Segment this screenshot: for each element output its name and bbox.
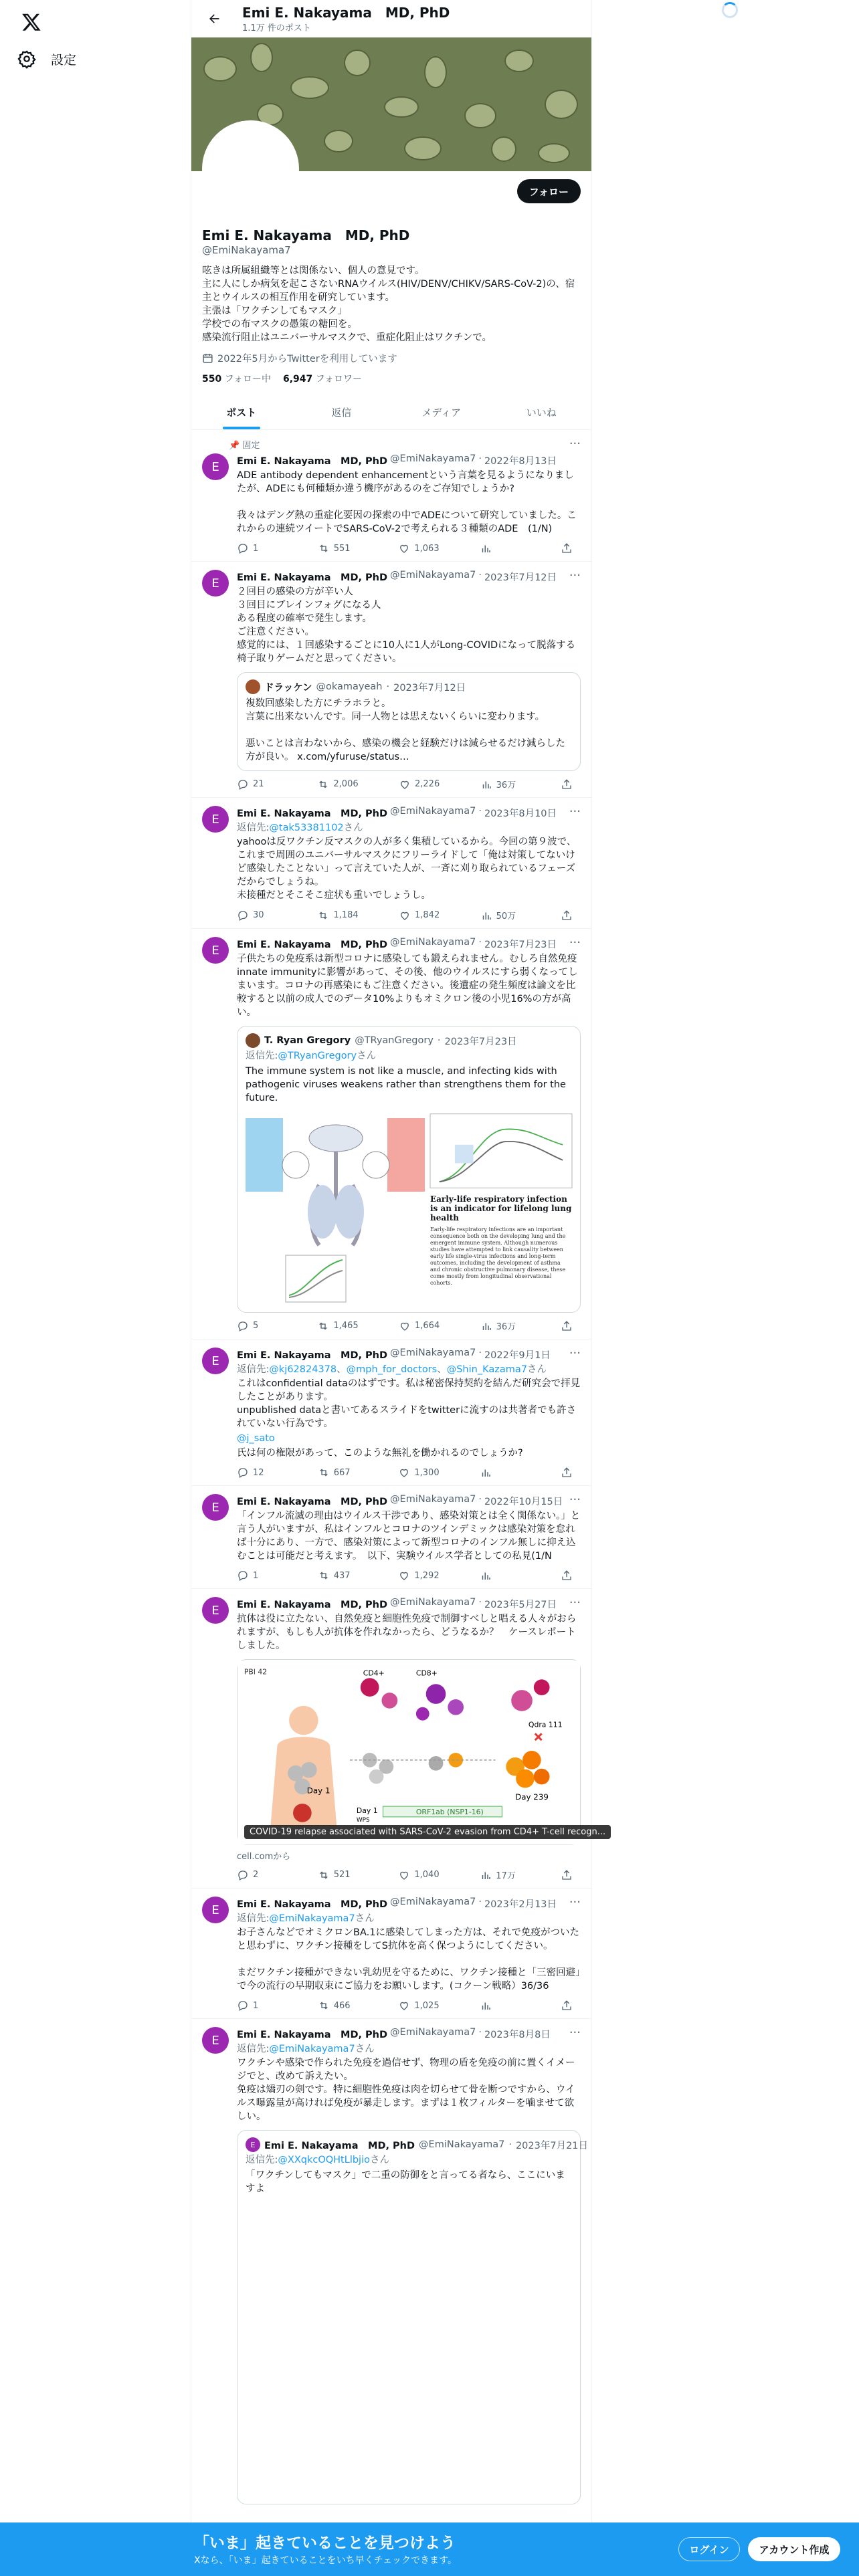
signup-banner-subtitle: Xなら、「いま」起きていることをいち早くチェックできます。 (194, 2555, 458, 2566)
post[interactable]: ··· E Emi E. Nakayama MD, PhD @EmiNakayama7 · 2022年10月15日 「インフル流滅の理由はウイルス干渉であり、感染対策とは全く関係ない。」と言う人がいますが、私はインフルとコロナのツインデミックは感染対策を怠れば十分にあり、一方で、感染対策によって新型コロナのインフル無しに抑え込むことは可能だと考えます。 以下、実験ウイルス学者としての私見(1/N 1 437 1,292 (191, 1486, 591, 1589)
author-name[interactable]: Emi E. Nakayama MD, PhD (237, 1600, 388, 1610)
fig-label-day1b: Day 1 (356, 1806, 378, 1815)
followers-link[interactable] (283, 372, 362, 385)
reply-to-link[interactable]: @tak53381102 (269, 823, 344, 833)
reply-prefix: 返信先: (237, 1913, 270, 1924)
reply-icon (237, 1570, 249, 1582)
tab-replies[interactable]: 返信 (331, 406, 352, 419)
more-icon[interactable]: ··· (569, 1493, 581, 1507)
figure-title: Early-life respiratory infection is an indicator for lifelong lung health (430, 1194, 572, 1222)
fig-label-qt: Qdra 111 (528, 1720, 563, 1729)
view-count: 50万 (496, 911, 516, 922)
repost-button[interactable] (317, 909, 358, 922)
repost-button[interactable] (318, 1467, 358, 1479)
joined-text: 2022年5月からTwitterを利用しています (217, 354, 397, 364)
pinned-label: 固定 (242, 441, 260, 451)
reply-suffix: さん (357, 1051, 377, 1061)
views-button[interactable] (480, 909, 520, 922)
repost-icon (318, 1467, 330, 1479)
reply-button[interactable] (237, 2000, 277, 2012)
tab-media[interactable]: メディア (421, 406, 462, 419)
share-icon (561, 2000, 573, 2012)
reply-count: 1 (253, 543, 259, 554)
reply-icon (237, 1320, 249, 1332)
repost-button[interactable] (318, 2000, 358, 2012)
repost-button[interactable] (317, 778, 358, 790)
post[interactable]: 📌 固定 ··· E Emi E. Nakayama MD, PhD @EmiNakayama7 · 2022年8月13日 ADE antibody dependent enhancementという言葉を見るようになりましたが、ADEにも何種類か違う機序があるのをご存知でしょうか? 我々はデング熱の重症化要因の探索の中でADEについて研究していました。これからの連続ツイートでSARS-CoV-2で考えられる３種類のADE (1/N) 1 551 1,063 (191, 430, 591, 562)
like-button[interactable] (398, 542, 439, 554)
repost-count: 466 (333, 2000, 351, 2011)
post-actions (237, 909, 581, 922)
more-icon[interactable]: ··· (569, 804, 581, 819)
author-name[interactable]: Emi E. Nakayama MD, PhD (237, 1350, 388, 1361)
fig-label-day239: Day 239 (515, 1792, 549, 1802)
link-card-media[interactable] (237, 1659, 606, 1845)
views-icon (480, 542, 492, 554)
post-text: お子さんなどでオミクロンBA.1に感染してしまった方は、それで免疫がついたと思わずに、ワクチン接種をしてS抗体を高く保つようにしてください。 まだワクチン接種ができない乳幼児を守るために、ワクチン接種と「三密回避」で今の流行の早期収束にご協力をお願いします。(コクーン戦略）36/36 (237, 1927, 581, 1992)
profile-tabs (191, 395, 591, 430)
quote-reply-context (246, 2152, 572, 2166)
signup-banner (0, 2523, 859, 2576)
reply-prefix: 返信先: (237, 823, 270, 833)
share-icon (561, 1320, 573, 1332)
repost-count: 437 (333, 1570, 351, 1581)
case-report-figure-image (237, 1660, 580, 1846)
quoted-post[interactable]: E Emi E. Nakayama MD, PhD @EmiNakayama7 · 2023年7月21日 返信先:@XXqkcOQHtLlbjioさん 「ワクチンしてもマスク」で二重の防御をと言ってる者なら、ここにいますよ (237, 2130, 581, 2504)
like-count: 1,300 (414, 1467, 440, 1478)
views-icon (480, 909, 492, 922)
followers-label: フォロワー (315, 374, 363, 385)
repost-icon (317, 778, 329, 790)
quote-text: 複数回感染した方にチラホラと。 言葉に出来ないんです。同一人物とは思えないくらいに変わります。 悪いことは言わないから、感染の機会と経験だけは減らせるだけ減らした方が良い。 x.com/yfuruse/status… (246, 698, 566, 762)
post-actions (237, 2000, 581, 2012)
post-text: 抗体は役に立たない、自然免疫と細胞性免疫で制御すべしと唱える人々がおられますが、もしも人が抗体を作れなかったら、どうなるか？ ケースレポートしました。 (237, 1614, 577, 1651)
author-name[interactable]: Emi E. Nakayama MD, PhD (237, 572, 388, 583)
post[interactable]: ··· E Emi E. Nakayama MD, PhD @EmiNakayama7 · 2023年2月13日 返信先:@EmiNakayama7さん お子さんなどでオミクロンBA.1に感染してしまった方は、それで免疫がついたと思わずに、ワクチン接種をしてS抗体を高く保つようにしてください。 まだワクチン接種ができない乳幼児を守るために、ワクチン接種と「三密回避」で今の流行の早期収束にご協力をお願いします。(コクーン戦略）36/36 1 466 1,025 (191, 1889, 591, 2019)
post-date[interactable]: 2022年8月13日 (484, 456, 557, 467)
post-actions (237, 1467, 581, 1479)
share-button[interactable] (561, 1570, 574, 1582)
repost-count: 1,465 (333, 1321, 359, 1331)
heart-icon (399, 909, 411, 922)
quote-date: 2023年7月23日 (444, 1036, 517, 1047)
reply-icon (237, 2000, 249, 2012)
reply-icon (237, 1467, 249, 1479)
profile-handle: @EmiNakayama7 (202, 244, 291, 256)
views-icon (480, 1320, 492, 1332)
nav-settings[interactable] (17, 43, 76, 75)
like-button[interactable] (398, 1868, 439, 1881)
heart-icon (398, 542, 410, 554)
like-button[interactable] (399, 778, 440, 790)
heart-icon (398, 1570, 410, 1582)
calendar-icon (202, 352, 213, 364)
fig-label-pbmc: PBl 42 (244, 1667, 268, 1677)
profile-avatar[interactable] (202, 120, 299, 217)
author-handle[interactable]: @EmiNakayama7 (390, 1494, 476, 1505)
post[interactable]: ··· E Emi E. Nakayama MD, PhD @EmiNakayama7 · 2023年8月8日 返信先:@EmiNakayama7さん ワクチンや感染で作られた免疫を過信せず、物理の盾を免疫の前に置くイメージでと、改めて訴えたい。 免疫は矯刃の剣です。特に細胞性免疫は肉を切らせて骨を断つですから、ウイルス曝露量が高ければ免疫が暴走します。まずは１枚フィルターを噛ませて欲しい。 E Emi E. Nakayama MD, PhD @EmiNakayama7 · 2023年7月21日 返信先:@XXqkcOQHtLlbjioさん 「ワクチンしてもマスク」で二重の防御をと言ってる者なら、ここにいますよ (191, 2019, 591, 2511)
author-name[interactable]: Emi E. Nakayama MD, PhD (237, 809, 388, 819)
author-name[interactable]: Emi E. Nakayama MD, PhD (237, 1899, 388, 1910)
reply-button[interactable] (237, 1868, 277, 1881)
profile-header (191, 0, 591, 37)
reply-button[interactable] (237, 1570, 277, 1582)
post-actions (237, 1319, 581, 1332)
fig-label-cd4: CD4+ (363, 1669, 385, 1678)
following-link[interactable] (202, 372, 271, 385)
reply-button[interactable] (237, 1467, 277, 1479)
fig-label-orf: ORF1ab (NSP1-16) (415, 1807, 484, 1816)
reply-to-link[interactable]: @XXqkcOQHtLlbjio (278, 2155, 370, 2165)
mention-link[interactable]: @j_sato (237, 1433, 275, 1444)
reply-prefix: 返信先: (237, 2044, 270, 2054)
more-icon[interactable]: ··· (569, 1895, 581, 1909)
post-text: ワクチンや感染で作られた免疫を過信せず、物理の盾を免疫の前に置くイメージでと、改めて訴えたい。 免疫は矯刃の剣です。特に細胞性免疫は肉を切らせて骨を断つですから、ウイルス曝露量が高ければ免疫が暴走します。まずは１枚フィルターを噛ませて欲しい。 (237, 2058, 575, 2122)
following-label: フォロー中 (224, 374, 271, 385)
left-nav (0, 0, 191, 2576)
reply-suffix: さん (370, 2155, 389, 2165)
loading-spinner-icon (722, 2, 738, 18)
author-handle[interactable]: @EmiNakayama7 (390, 1897, 476, 1907)
repost-count: 521 (333, 1870, 351, 1880)
author-handle[interactable]: @EmiNakayama7 (390, 453, 476, 464)
post-text: 子供たちの免疫系は新型コロナに感染しても鍛えられません。むしろ自然免疫innate immunityに影響があって、その後、他のウイルスにすら弱くなってしまいます。コロナの再感染にもご注意ください。後遺症の発生頻度は論文を比較すると以前の成人でのデータ10%よりもオミクロン後の小児16%の方が高い。 (237, 954, 578, 1018)
reply-icon (237, 909, 249, 922)
share-button[interactable] (561, 2000, 574, 2012)
reply-suffix: さん (527, 1364, 547, 1375)
like-button[interactable] (399, 1319, 440, 1332)
quote-text: 「ワクチンしてもマスク」で二重の防御をと言ってる者なら、ここにいますよ (246, 2170, 565, 2194)
reply-button[interactable] (237, 542, 277, 554)
share-button[interactable] (561, 1319, 574, 1332)
lung-function-chart-image (430, 1111, 572, 1190)
profile-bio: 呟きは所属組織等とは関係ない、個人の意見です。 主に人にしか病気を起こさないRNAウイルス(HIV/DENV/CHIKV/SARS-CoV-2)の、宿主とウイルスの相互作用を研究しています。 主張は「ワクチンしてもマスク」 学校での布マスクの愚策の糖回を。 感染流行阻止はユニバーサルマスクで、重症化阻止はワクチンで。 (202, 265, 575, 343)
more-icon[interactable]: ··· (569, 437, 581, 451)
fig-label-day1: Day 1 (306, 1786, 330, 1796)
repost-button[interactable] (318, 1570, 358, 1582)
more-icon[interactable]: ··· (569, 568, 581, 582)
views-button[interactable] (480, 1868, 520, 1881)
like-button[interactable] (398, 1570, 439, 1582)
immune-diagram-image (246, 1111, 426, 1305)
views-icon (480, 1467, 492, 1479)
reply-context (237, 2041, 581, 2055)
reply-suffix: さん (355, 2044, 375, 2054)
fig-label-wps: WPS (356, 1816, 370, 1824)
post-date[interactable]: 2023年8月10日 (484, 809, 557, 819)
views-button[interactable] (480, 1319, 520, 1332)
like-count: 1,025 (414, 2000, 440, 2011)
heart-icon (398, 2000, 410, 2012)
post-actions (237, 1570, 581, 1582)
post-text: yahooは反ワクチン反マスクの人が多く集積しているから。今回の第９波で、これまで周囲のユニバーサルマスクにフリーライドして「俺は対策してないけど感染したことない」って言えていた人が、一斉に刈り取られているフェーズだからでしょうね。 未接種だとそこそこ症状も重いでしょうし。 (237, 837, 577, 901)
avatar[interactable]: E (202, 1897, 229, 1923)
profile-stats (202, 372, 581, 385)
quote-reply-context (246, 1048, 572, 1062)
author-name[interactable]: Emi E. Nakayama MD, PhD (237, 1497, 388, 1507)
share-button[interactable] (561, 778, 574, 790)
share-icon (561, 1467, 573, 1479)
post-actions (237, 778, 581, 790)
reply-prefix: 返信先: (246, 2155, 278, 2165)
main-column (191, 0, 606, 2576)
post-actions (237, 542, 581, 554)
quote-text: The immune system is not like a muscle, and infecting kids with pathogenic viruses weakens rather than strengthens them for the future. (246, 1066, 566, 1103)
quote-author-name: ドラッケン (264, 682, 312, 693)
avatar[interactable]: E (202, 453, 229, 480)
post-date[interactable]: 2022年10月15日 (484, 1497, 563, 1507)
repost-button[interactable] (318, 1868, 358, 1881)
quoted-post[interactable]: ドラッケン @okamayeah · 2023年7月12日 複数回感染した方にチラホラと。 言葉に出来ないんです。同一人物とは思えないくらいに変わります。 悪いことは言わないから、感染の機会と経験だけは減らせるだけ減らした方が良い。 x.com/yfuruse/status… (237, 672, 581, 771)
reply-count: 21 (253, 779, 264, 789)
heart-icon (399, 778, 411, 790)
post-text-continued: 氏は何の権限があって、このような無礼を働かれるのでしょうか? (237, 1448, 523, 1459)
post[interactable]: ··· E Emi E. Nakayama MD, PhD @EmiNakayama7 · 2023年5月27日 抗体は役に立たない、自然免疫と細胞性免疫で制御すべしと唱える人々がおられますが、もしも人が抗体を作れなかったら、どうなるか？ ケースレポートしました。 PBl 42 Day 1 CD4+ CD8+ Qdra 111 Day 239 Day 1 WPS ORF1ab (NSP1-16) COVID-19 relapse associated with SARS-CoV-2 evasion from CD4+ T-cell recogn... cell.comから 2 521 1,040 17万 (191, 1589, 591, 1889)
view-count: 36万 (496, 780, 516, 790)
author-handle[interactable]: @EmiNakayama7 (390, 1348, 476, 1358)
post[interactable]: ··· E Emi E. Nakayama MD, PhD @EmiNakayama7 · 2022年9月1日 返信先:@kj62824378、@mph_for_doctors、@Shin_Kazama7さん これはconfidential dataのはずです。私は秘密保持契約を結んだ研究会で拝見したことがあります。 unpublished dataと書いてあるスライドをtwitterに流すのは共著者でも許されていない行為です。 @j_sato 氏は何の権限があって、このような無礼を働かれるのでしょうか? 12 667 1,300 (191, 1339, 591, 1486)
signup-button[interactable]: アカウント作成 (748, 2537, 840, 2561)
pinned-indicator (229, 438, 581, 451)
media-caption: COVID-19 relapse associated with SARS-CoV-2 evasion from CD4+ T-cell recogn... (244, 1825, 611, 1839)
post-date[interactable]: 2023年7月23日 (484, 940, 557, 950)
reply-count: 12 (253, 1467, 264, 1478)
quote-avatar (246, 1033, 260, 1048)
reply-icon (237, 542, 249, 554)
author-handle[interactable]: @EmiNakayama7 (390, 937, 476, 948)
quoted-post[interactable]: T. Ryan Gregory @TRyanGregory · 2023年7月23日 返信先:@TRyanGregoryさん The immune system is not like a muscle, and infecting kids with pathogenic viruses weakens rather than strengthens them for the future. Early-life respiratory infection is an indicator for lifelong lung health Early-life respiratory infections are an important consequence both on the developing lung and the emergent immune system. Although numerous studies have attempted to link causality between early life single-virus infections and long-term outcomes, including the development of asthma and chronic obstructive pulmonary disease, these come mostly from longitudinal observational cohorts. (237, 1026, 581, 1313)
tab-posts[interactable]: ポスト (191, 395, 292, 429)
quote-figure[interactable] (246, 1111, 572, 1305)
author-name[interactable]: Emi E. Nakayama MD, PhD (237, 2030, 388, 2040)
post-actions (237, 1868, 581, 1881)
post-text: 「インフル流滅の理由はウイルス干渉であり、感染対策とは全く関係ない。」と言う人がいますが、私はインフルとコロナのツインデミックは感染対策を怠れば十分にあり、一方で、感染対策によって新型コロナのインフル無しに抑え込むことは可能だと考えます。 以下、実験ウイルス学者としての私見(1/N (237, 1511, 581, 1562)
reply-button[interactable] (237, 909, 277, 922)
heart-icon (398, 1467, 410, 1479)
post-date[interactable]: 2023年7月12日 (484, 572, 557, 583)
link-source[interactable]: cell.comから (237, 1852, 291, 1862)
share-button[interactable] (561, 909, 574, 922)
view-count: 36万 (496, 1322, 516, 1332)
login-button[interactable]: ログイン (678, 2537, 740, 2561)
repost-icon (318, 1570, 330, 1582)
reply-button[interactable] (237, 1319, 277, 1332)
quote-author-handle: @okamayeah (316, 681, 383, 692)
reply-to-link[interactable]: @kj62824378 (269, 1364, 337, 1375)
reply-count: 1 (253, 2000, 259, 2011)
profile-name: Emi E. Nakayama MD, PhD (202, 227, 410, 243)
reply-prefix: 返信先: (246, 1051, 278, 1061)
reply-context (237, 1911, 581, 1925)
quote-date: 2023年7月12日 (393, 682, 466, 693)
header-post-count: 1.1万 件のポスト (242, 23, 311, 33)
views-icon (480, 778, 492, 790)
followers-count: 6,947 (283, 374, 313, 385)
views-button[interactable] (480, 1467, 520, 1479)
quote-avatar (246, 679, 260, 694)
like-count: 1,664 (415, 1321, 440, 1331)
heart-icon (399, 1320, 411, 1332)
more-icon[interactable]: ··· (569, 1596, 581, 1610)
author-handle[interactable]: @EmiNakayama7 (390, 1597, 476, 1608)
quote-author-name: Emi E. Nakayama MD, PhD (264, 2140, 415, 2151)
share-icon (561, 542, 573, 554)
views-button[interactable] (480, 1570, 520, 1582)
like-button[interactable] (399, 909, 440, 922)
more-icon[interactable]: ··· (569, 1346, 581, 1360)
reply-count: 30 (253, 910, 264, 920)
post-text: ２回目の感染の方が辛い人 ３回目にブレインフォグになる人 ある程度の確率で発生します。 ご注意ください。 感覚的には、１回感染するごとに10人に1人がLong-COVIDになって脱落する椅子取りゲームだと思ってください。 (237, 586, 576, 664)
view-count: 17万 (496, 1871, 516, 1881)
post-date[interactable]: 2023年5月27日 (484, 1600, 557, 1610)
reply-context (237, 820, 581, 834)
pin-icon: 📌 (229, 441, 240, 451)
like-count: 1,842 (415, 910, 440, 920)
like-count: 2,226 (415, 779, 440, 789)
post-text: ADE antibody dependent enhancementという言葉を見るようになりましたが、ADEにも何種類か違う機序があるのをご存知でしょうか? 我々はデング熱の重症化要因の探索の中でADEについて研究していました。これからの連続ツイートでSARS-CoV-2で考えられる３種類のADE (1/N) (237, 470, 577, 534)
post-text: これはconfidential dataのはずです。私は秘密保持契約を結んだ研究会で拝見したことがあります。 unpublished dataと書いてあるスライドをtwitterに流すのは共著者でも許されていない行為です。 (237, 1378, 581, 1429)
reply-to-link[interactable]: @TRyanGregory (278, 1051, 357, 1061)
reply-count: 5 (253, 1321, 259, 1331)
repost-count: 551 (333, 543, 351, 554)
reply-to-link[interactable]: @mph_for_doctors (346, 1364, 438, 1375)
reply-count: 1 (253, 1570, 259, 1581)
avatar[interactable]: E (202, 1597, 229, 1624)
quote-date: 2023年7月21日 (515, 2140, 589, 2151)
more-icon[interactable]: ··· (569, 2026, 581, 2040)
author-handle[interactable]: @EmiNakayama7 (390, 2027, 476, 2038)
heart-icon (398, 1869, 410, 1881)
repost-count: 2,006 (333, 779, 359, 789)
reply-prefix: 返信先: (237, 1364, 270, 1375)
quote-author-handle: @TRyanGregory (355, 1035, 434, 1046)
profile-joined (202, 351, 581, 365)
quote-author-name: T. Ryan Gregory (264, 1035, 351, 1046)
repost-icon (318, 1869, 330, 1881)
repost-icon (317, 1320, 329, 1332)
author-handle[interactable]: @EmiNakayama7 (390, 570, 476, 580)
follow-button[interactable]: フォロー (517, 179, 581, 203)
quote-avatar: E (246, 2137, 260, 2152)
reply-icon (237, 1869, 249, 1881)
repost-count: 1,184 (333, 910, 359, 920)
avatar[interactable]: E (202, 937, 229, 964)
x-logo-icon[interactable] (17, 8, 45, 36)
like-button[interactable] (398, 1467, 439, 1479)
nav-settings-label: 設定 (51, 52, 77, 68)
views-icon (480, 1570, 492, 1582)
avatar[interactable]: E (202, 1348, 229, 1374)
figure-body: Early-life respiratory infections are an important consequence both on the developing lung and the emergent immune system. Although numerous studies have attempted to link causality between early life single-virus infections and long-term outcomes, including the development of asthma and chronic obstructive pulmonary disease, these come mostly from longitudinal observational cohorts. (430, 1226, 566, 1286)
share-button[interactable] (561, 1868, 574, 1881)
more-icon[interactable]: ··· (569, 936, 581, 950)
fig-label-cd8: CD8+ (415, 1669, 438, 1678)
author-name[interactable]: Emi E. Nakayama MD, PhD (237, 456, 388, 467)
repost-button[interactable] (317, 1319, 358, 1332)
tab-likes[interactable]: いいね (526, 406, 557, 419)
reply-icon (237, 778, 249, 790)
share-icon (561, 909, 573, 922)
share-icon (561, 778, 573, 790)
gear-icon (17, 49, 36, 68)
avatar[interactable]: E (202, 2027, 229, 2054)
following-count: 550 (202, 374, 222, 385)
avatar[interactable]: E (202, 806, 229, 833)
reply-to-link[interactable]: @EmiNakayama7 (269, 2044, 355, 2054)
author-handle[interactable]: @EmiNakayama7 (390, 806, 476, 817)
repost-button[interactable] (318, 542, 358, 554)
views-button[interactable] (480, 2000, 520, 2012)
avatar[interactable]: E (202, 1494, 229, 1521)
reply-button[interactable] (237, 778, 277, 790)
post[interactable]: ··· E Emi E. Nakayama MD, PhD @EmiNakayama7 · 2023年8月10日 返信先:@tak53381102さん yahooは反ワクチン反マスクの人が多く集積しているから。今回の第９波で、これまで周囲のユニバーサルマスクにフリーライドして「俺は対策してないけど感染したことない」って言えていた人が、一斉に刈り取られているフェーズだからでしょうね。 未接種だとそこそこ症状も重いでしょうし。 30 1,184 1,842 50万 (191, 798, 591, 929)
share-icon (561, 1869, 573, 1881)
post-date[interactable]: 2023年2月13日 (484, 1899, 557, 1910)
post-date[interactable]: 2022年9月1日 (484, 1350, 551, 1361)
author-name[interactable]: Emi E. Nakayama MD, PhD (237, 940, 388, 950)
reply-count: 2 (253, 1870, 259, 1880)
quote-author-handle: @EmiNakayama7 (419, 2139, 505, 2150)
avatar[interactable]: E (202, 570, 229, 597)
like-button[interactable] (398, 2000, 439, 2012)
views-button[interactable] (480, 778, 520, 790)
reply-to-link[interactable]: @Shin_Kazama7 (446, 1364, 527, 1375)
repost-count: 667 (333, 1467, 351, 1478)
views-icon (480, 2000, 492, 2012)
profile-info (191, 171, 591, 385)
post-date[interactable]: 2023年8月8日 (484, 2030, 551, 2040)
views-button[interactable] (480, 542, 520, 554)
repost-icon (318, 2000, 330, 2012)
back-arrow-icon[interactable] (202, 7, 226, 31)
signup-banner-title: 「いま」起きていることを見つけよう (194, 2535, 456, 2552)
like-count: 1,292 (414, 1570, 440, 1581)
share-button[interactable] (561, 1467, 574, 1479)
like-count: 1,040 (414, 1870, 440, 1880)
repost-icon (318, 542, 330, 554)
like-count: 1,063 (414, 543, 440, 554)
share-icon (561, 1570, 573, 1582)
repost-icon (317, 909, 329, 922)
reply-context: 返信先:@kj62824378、@mph_for_doctors、@Shin_Kazama7さん (237, 1364, 547, 1375)
post[interactable]: ··· E Emi E. Nakayama MD, PhD @EmiNakayama7 · 2023年7月12日 ２回目の感染の方が辛い人 ３回目にブレインフォグになる人 ある程度の確率で発生します。 ご注意ください。 感覚的には、１回感染するごとに10人に1人がLong-COVIDになって脱落する椅子取りゲームだと思ってください。 ドラッケン @okamayeah · 2023年7月12日 複数回感染した方にチラホラと。 言葉に出来ないんです。同一人物とは思えないくらいに変わります。 悪いことは言わないから、感染の機会と経験だけは減らせるだけ減らした方が良い。 x.com/yfuruse/status… 21 2,006 2,226 36万 (191, 562, 591, 798)
reply-suffix: さん (355, 1913, 375, 1924)
views-icon (480, 1869, 492, 1881)
reply-suffix: さん (343, 823, 363, 833)
post[interactable]: ··· E Emi E. Nakayama MD, PhD @EmiNakayama7 · 2023年7月23日 子供たちの免疫系は新型コロナに感染しても鍛えられません。むしろ自然免疫innate immunityに影響があって、その後、他のウイルスにすら弱くなってしまいます。コロナの再感染にもご注意ください。後遺症の発生頻度は論文を比較すると以前の成人でのデータ10%よりもオミクロン後の小児16%の方が高い。 T. Ryan Gregory @TRyanGregory · 2023年7月23日 返信先:@TRyanGregoryさん The immune system is not like a muscle, and infecting kids with pathogenic viruses weakens rather than strengthens them for the future. Early-life respiratory infection is an indicator for lifelong lung health Early-life respiratory infections are an important consequence both on the developing lung and the emergent immune system. Although numerous studies have attempted to link causality between early life single-virus infections and long-term outcomes, including the development of asthma and chronic obstructive pulmonary disease, these come mostly from longitudinal observational cohorts. 5 1,465 1,664 36万 (191, 929, 591, 1339)
header-name: Emi E. Nakayama MD, PhD (242, 4, 450, 21)
reply-to-link[interactable]: @EmiNakayama7 (269, 1913, 355, 1924)
share-button[interactable] (561, 542, 574, 554)
